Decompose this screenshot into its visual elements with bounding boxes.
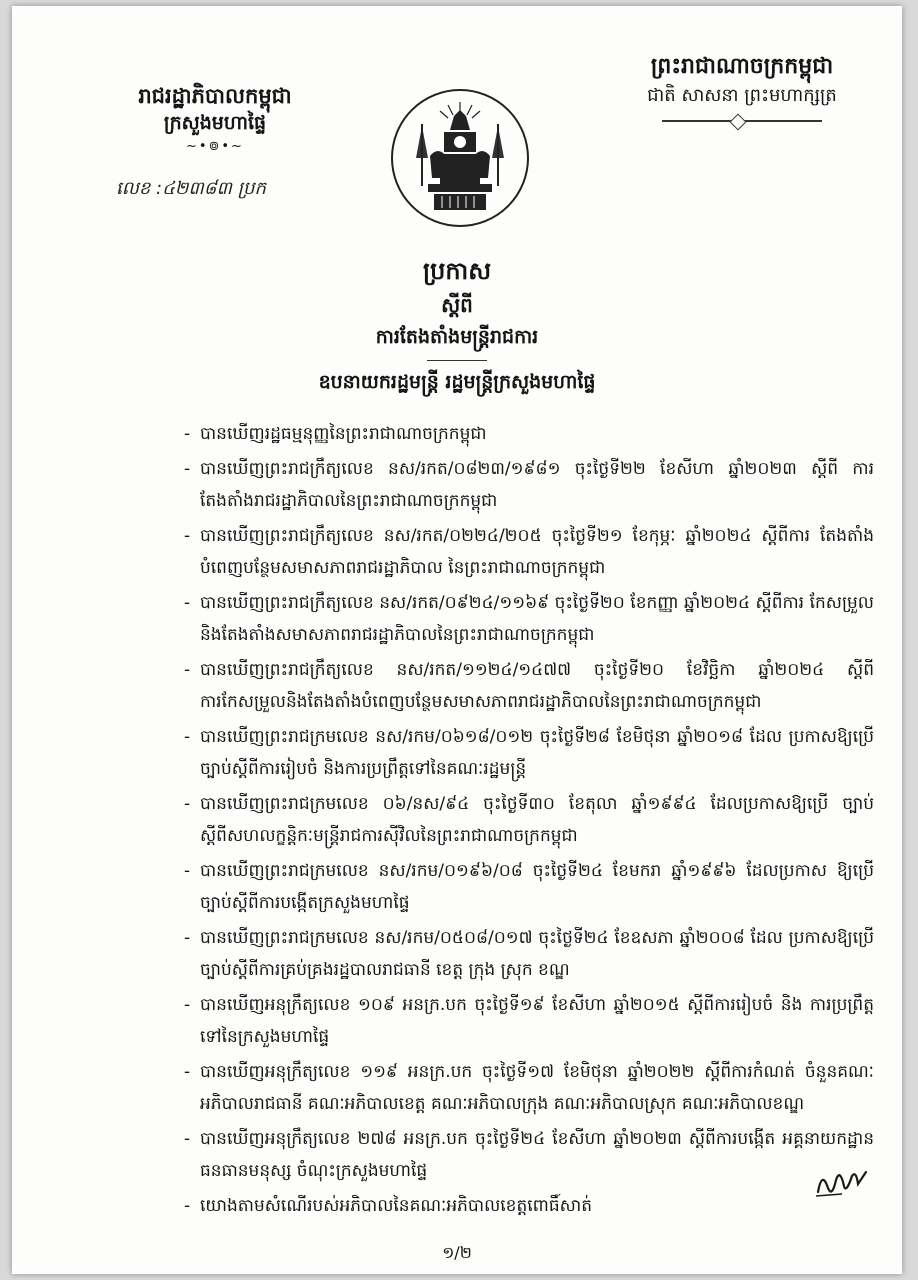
list-item: - បានឃើញអនុក្រឹត្យលេខ ១១៩ អនក្រ.បក ចុះថ្ងៃទី១៧ ខែមិថុនា ឆ្នាំ២០២២ ស្តីពីការកំណត់ ចំនួនគណៈអភិបាលរាជធានី គណៈអភិបាលខេត្ត គណៈអភិបាលក្រុង គណៈអភិបាលស្រុក គណៈអភិបាលខណ្ឌ [178, 1056, 874, 1120]
title-block [12, 254, 902, 397]
list-item: - បានឃើញអនុក្រឹត្យលេខ ១០៩ អនក្រ.បក ចុះថ្ងៃទី១៩ ខែសីហា ឆ្នាំ២០១៥ ស្តីពីការរៀបចំ និង ការប្រព្រឹត្តទៅនៃក្រសួងមហាផ្ទៃ [178, 989, 874, 1053]
ministry-name: ក្រសួងមហាផ្ទៃ [163, 112, 267, 134]
document-page [12, 6, 902, 1274]
government-name: រាជរដ្ឋាភិបាលកម្ពុជា [138, 84, 292, 108]
list-item: - បានឃើញព្រះរាជក្រឹត្យលេខ នស/រកត/០៩២៤/១១៦៩ ចុះថ្ងៃទី២០ ខែកញ្ញា ឆ្នាំ២០២៤ ស្តីពីការ កែសម្រួលនិងតែងតាំងសមាសភាពរាជរដ្ឋាភិបាលនៃព្រះរាជាណាចក្រកម្ពុជា [178, 587, 874, 651]
reference-number: លេខ :៤២៣៨៣ ប្រក [116, 178, 266, 199]
ornament-divider: ~•៙•~ [186, 139, 244, 154]
subject-label: ស្តីពី [441, 293, 473, 317]
list-item: - បានឃើញអនុក្រឹត្យលេខ ២៧៨ អនក្រ.បក ចុះថ្ងៃទី២៤ ខែសីហា ឆ្នាំ២០២៣ ស្តីពីការបង្កើត អគ្គនាយកដ្ឋានធនធានមនុស្ស ចំណុះក្រសួងមហាផ្ទៃ [178, 1123, 874, 1187]
reference-list [178, 418, 874, 1225]
list-item: - បានឃើញរដ្ឋធម្មនុញ្ញនៃព្រះរាជាណាចក្រកម្ពុជា [178, 418, 874, 450]
list-item: - បានឃើញព្រះរាជក្រឹត្យលេខ នស/រកត/១១២៤/១៤៧៧ ចុះថ្ងៃទី២០ ខែវិច្ឆិកា ឆ្នាំ២០២៤ ស្តីពី ការកែសម្រួលនិងតែងតាំងបំពេញបន្ថែមសមាសភាពរាជរដ្ឋាភិបាលនៃព្រះរាជាណាចក្រកម្ពុជា [178, 654, 874, 718]
national-motto: ជាតិ សាសនា ព្រះមហាក្សត្រ [647, 85, 837, 106]
motto-ornament [662, 120, 822, 122]
list-item: - បានឃើញព្រះរាជក្រមលេខ នស/រកម/០៦១៨/០១២ ចុះថ្ងៃទី២៨ ខែមិថុនា ឆ្នាំ២០១៨ ដែល ប្រកាសឱ្យប្រើច្បាប់ស្តីពីការរៀបចំ និងការប្រព្រឹត្តទៅនៃគណៈរដ្ឋមន្ត្រី [178, 721, 874, 785]
kingdom-header [612, 52, 872, 122]
issuing-authority [90, 82, 340, 156]
issuer-title: ឧបនាយករដ្ឋមន្ត្រី រដ្ឋមន្ត្រីក្រសួងមហាផ្ទៃ [318, 371, 596, 393]
document-type: ប្រកាស [422, 257, 492, 285]
initials-signature [812, 1162, 872, 1202]
list-item: - បានឃើញព្រះរាជក្រឹត្យលេខ នស/រកត/០២២៤/២០៥ ចុះថ្ងៃទី២១ ខែកុម្ភៈ ឆ្នាំ២០២៤ ស្តីពីការ តែងតាំងបំពេញបន្ថែមសមាសភាពរាជរដ្ឋាភិបាល នៃព្រះរាជាណាចក្រកម្ពុជា [178, 520, 874, 584]
page-number: ១/២ [442, 1243, 472, 1262]
list-item: - បានឃើញព្រះរាជក្រមលេខ នស/រកម/០៥០៨/០១៧ ចុះថ្ងៃទី២៤ ខែឧសភា ឆ្នាំ២០០៨ ដែល ប្រកាសឱ្យប្រើច្បាប់ស្តីពីការគ្រប់គ្រងរដ្ឋបាលរាជធានី ខេត្ត ក្រុង ស្រុក ខណ្ឌ [178, 922, 874, 986]
document-subject: ការតែងតាំងមន្ត្រីរាជការ [375, 326, 539, 348]
royal-emblem-icon [388, 86, 532, 230]
kingdom-name: ព្រះរាជាណាចក្រកម្ពុជា [650, 54, 834, 79]
list-item: - បានឃើញព្រះរាជក្រមលេខ ០៦/នស/៩៤ ចុះថ្ងៃទី៣០ ខែតុលា ឆ្នាំ១៩៩៤ ដែលប្រកាសឱ្យប្រើ ច្បាប់ស្តីពីសហលក្ខន្តិកៈមន្ត្រីរាជការស៊ីវិលនៃព្រះរាជាណាចក្រកម្ពុជា [178, 788, 874, 852]
list-item: - យោងតាមសំណើរបស់អភិបាលនៃគណៈអភិបាលខេត្តពោធិ៍សាត់ [178, 1190, 874, 1222]
list-item: - បានឃើញព្រះរាជក្រឹត្យលេខ នស/រកត/០៨២៣/១៩៨១ ចុះថ្ងៃទី២២ ខែសីហា ឆ្នាំ២០២៣ ស្តីពី ការតែងតាំងរាជរដ្ឋាភិបាលនៃព្រះរាជាណាចក្រកម្ពុជា [178, 453, 874, 517]
list-item: - បានឃើញព្រះរាជក្រមលេខ នស/រកម/០១៩៦/០៨ ចុះថ្ងៃទី២៤ ខែមករា ឆ្នាំ១៩៩៦ ដែលប្រកាស ឱ្យប្រើច្បាប់ស្តីពីការបង្កើតក្រសួងមហាផ្ទៃ [178, 855, 874, 919]
title-divider [427, 360, 487, 361]
